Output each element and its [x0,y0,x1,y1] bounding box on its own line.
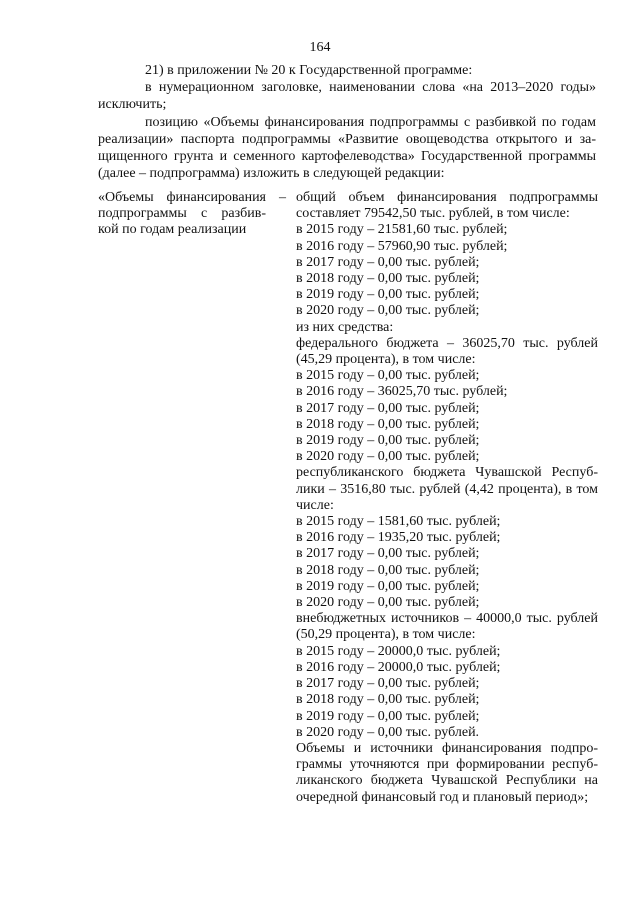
funding-detail-line: общий объем финансирования подпрограммы [296,190,598,205]
funding-detail-line: в 2018 году – 0,00 тыс. рублей; [296,416,480,432]
funding-detail-line: составляет 79542,50 тыс. рублей, в том числе: [296,206,570,222]
funding-detail-line: (50,29 процента), в том числе: [296,627,476,643]
funding-detail-line: в 2017 году – 0,00 тыс. рублей; [296,676,480,692]
intro-text [98,62,596,182]
funding-detail-line: в 2016 году – 36025,70 тыс. рублей; [296,384,508,400]
funding-detail-line: в 2018 году – 0,00 тыс. рублей; [296,271,480,287]
funding-detail-line: в 2019 году – 0,00 тыс. рублей; [296,287,480,303]
funding-detail-line: из них средства: [296,319,394,335]
paragraph-2-line-4: (далее – подпрограмма) изложить в следующей редакции: [98,166,445,182]
funding-detail-line: в 2016 году – 20000,0 тыс. рублей; [296,659,501,675]
paragraph-1-line-2: исключить; [98,97,167,113]
funding-detail-line: в 2016 году – 1935,20 тыс. рублей; [296,530,501,546]
paragraph-1-line-1: в нумерационном заголовке, наименовании слова «на 2013–2020 годы» [145,80,596,96]
funding-detail-line: в 2015 году – 20000,0 тыс. рублей; [296,643,501,659]
funding-detail-line: граммы уточняются при формировании респуб- [296,757,598,773]
funding-detail-line: в 2017 году – 0,00 тыс. рублей; [296,400,480,416]
funding-label-line-2: подпрограммы с разбив- [98,206,266,222]
funding-detail-line: в 2020 году – 0,00 тыс. рублей. [296,724,480,740]
funding-detail-line: в 2015 году – 0,00 тыс. рублей; [296,368,480,384]
funding-detail-line: в 2018 году – 0,00 тыс. рублей; [296,562,480,578]
funding-detail-line: в 2020 году – 0,00 тыс. рублей; [296,449,480,465]
funding-detail-line: в 2019 году – 0,00 тыс. рублей; [296,578,480,594]
funding-details-column [296,190,598,806]
funding-label-line-3: кой по годам реализации [98,222,247,238]
funding-detail-line: республиканского бюджета Чувашской Респуб- [296,465,598,481]
funding-detail-line: в 2016 году – 57960,90 тыс. рублей; [296,238,508,254]
funding-detail-line: в 2020 году – 0,00 тыс. рублей; [296,303,480,319]
paragraph-2-line-2: реализации» паспорта подпрограммы «Развитие овощеводства открытого и за- [98,131,596,147]
funding-detail-line: в 2015 году – 1581,60 тыс. рублей; [296,514,501,530]
paragraph-2-line-3: щищенного грунта и семенного картофелеводства» Государственной программы [98,149,596,165]
funding-detail-line: ликанского бюджета Чувашской Республики на [296,773,598,789]
funding-detail-line: в 2020 году – 0,00 тыс. рублей; [296,595,480,611]
funding-detail-line: в 2018 году – 0,00 тыс. рублей; [296,692,480,708]
funding-detail-line: лики – 3516,80 тыс. рублей (4,42 процента), в том [296,481,598,497]
page-number: 164 [309,40,331,55]
funding-detail-line: в 2015 году – 21581,60 тыс. рублей; [296,222,508,238]
funding-detail-line: (45,29 процента), в том числе: [296,352,476,368]
funding-detail-line: числе: [296,497,334,513]
paragraph-2-line-1: позицию «Объемы финансирования подпрограммы с разбивкой по годам [145,114,596,130]
funding-detail-line: очередной финансовый год и плановый период»; [296,789,589,805]
funding-detail-line: федерального бюджета – 36025,70 тыс. рублей [296,335,598,351]
funding-detail-line: в 2017 году – 0,00 тыс. рублей; [296,546,480,562]
item-heading: 21) в приложении № 20 к Государственной программе: [145,63,473,78]
funding-label-column [98,190,284,239]
funding-detail-line: в 2017 году – 0,00 тыс. рублей; [296,254,480,270]
funding-detail-line: внебюджетных источников – 40000,0 тыс. рублей [296,611,598,627]
funding-label-line-1: «Объемы финансирования [98,190,266,205]
funding-dash: – [279,190,286,205]
funding-detail-line: в 2019 году – 0,00 тыс. рублей; [296,433,480,449]
funding-detail-line: в 2019 году – 0,00 тыс. рублей; [296,708,480,724]
funding-detail-line: Объемы и источники финансирования подпро- [296,740,598,756]
